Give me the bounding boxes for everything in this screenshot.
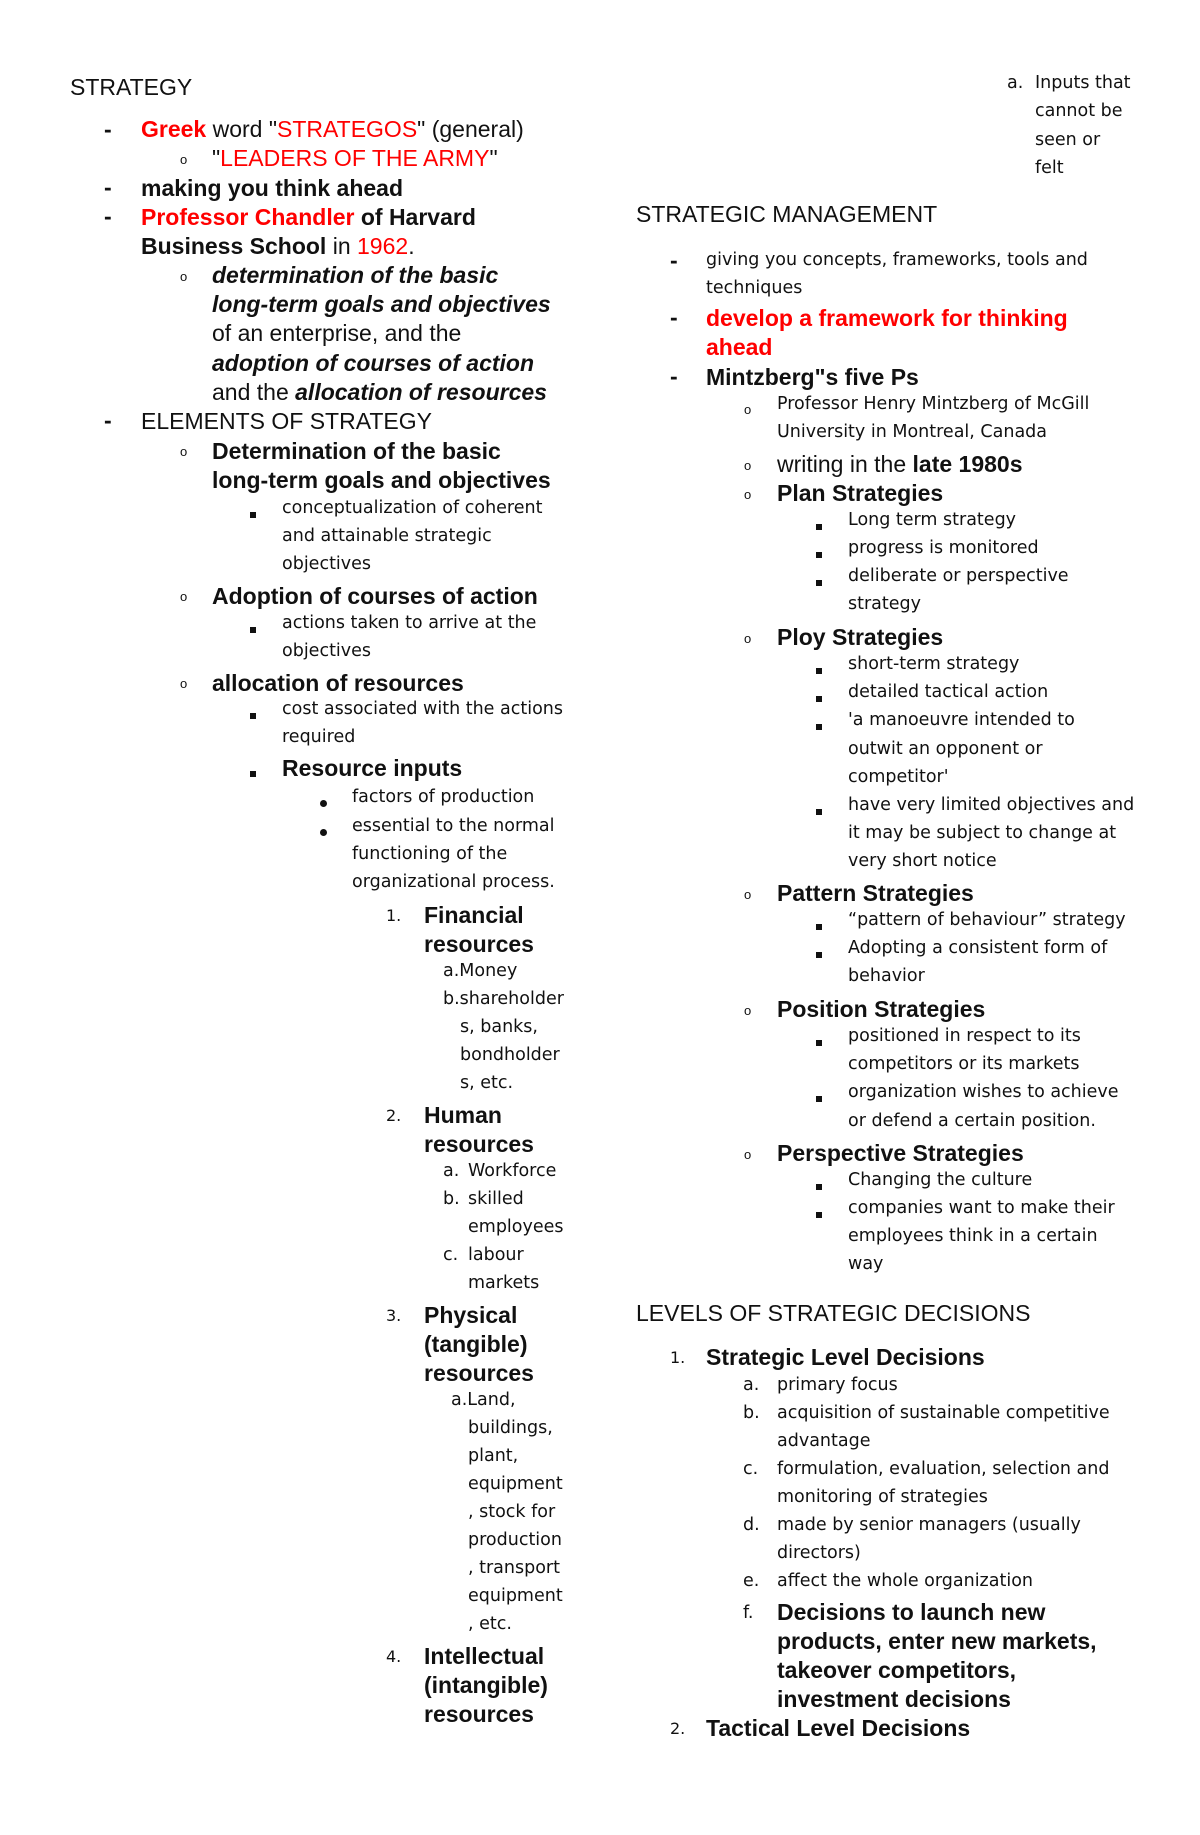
list-letter: a. (743, 1375, 760, 1395)
list-number: 4. (386, 1647, 402, 1666)
human-a: Workforce (468, 1161, 557, 1181)
heading-strategy: STRATEGY (70, 74, 193, 100)
dash-bullet: - (104, 174, 112, 200)
list-letter: a. (443, 1161, 460, 1181)
definition-line-3: of an enterprise, and the (212, 320, 462, 346)
circle-bullet: o (744, 458, 752, 473)
ploy-item-3c: competitor' (848, 767, 949, 787)
thinking-ahead: making you think ahead (141, 175, 403, 201)
dash-bullet: - (104, 203, 112, 229)
physical-a9: , etc. (468, 1614, 512, 1634)
intellectual-line-1: Intellectual (424, 1643, 545, 1669)
dash-bullet: - (670, 304, 678, 330)
concept-line-1: conceptualization of coherent (282, 498, 543, 518)
list-letter: a. (1007, 73, 1024, 93)
financial-b2: s, banks, (460, 1017, 538, 1037)
list-number: 1. (670, 1348, 686, 1367)
essential-line-2: functioning of the (352, 844, 508, 864)
heading-strategic-management: STRATEGIC MANAGEMENT (636, 201, 938, 227)
adoption-heading: Adoption of courses of action (212, 583, 538, 609)
concept-line-3: objectives (282, 554, 372, 574)
perspective-heading: Perspective Strategies (777, 1140, 1024, 1166)
pattern-item-2a: Adopting a consistent form of (848, 938, 1108, 958)
physical-line-2: (tangible) (424, 1331, 528, 1357)
strategic-f3: takeover competitors, (777, 1657, 1017, 1683)
square-bullet (816, 803, 822, 819)
human-b2: employees (468, 1217, 564, 1237)
physical-line-3: resources (424, 1360, 534, 1386)
circle-bullet: o (744, 402, 752, 417)
square-bullet (816, 918, 822, 934)
giving-line-2: techniques (706, 278, 803, 298)
intellectual-line-3: resources (424, 1701, 534, 1727)
chandler-school-line: Business School in 1962. (141, 233, 415, 259)
inputs-line-2: cannot be (1035, 101, 1123, 121)
physical-a1: a.Land, (451, 1390, 516, 1410)
actions-line-1: actions taken to arrive at the (282, 613, 537, 633)
human-line-1: Human (424, 1102, 502, 1128)
factors-line: factors of production (352, 787, 535, 807)
inputs-line-1: Inputs that (1035, 73, 1131, 93)
professor-line-2: University in Montreal, Canada (777, 422, 1047, 442)
list-letter: b. (443, 1189, 460, 1209)
list-number: 2. (670, 1719, 686, 1738)
square-bullet (250, 707, 256, 723)
square-bullet (816, 574, 822, 590)
ploy-item-2: detailed tactical action (848, 682, 1049, 702)
allocation-heading: allocation of resources (212, 670, 464, 696)
square-bullet (250, 621, 256, 637)
definition-line-4: adoption of courses of action (212, 350, 535, 376)
professor-line-1: Professor Henry Mintzberg of McGill (777, 394, 1090, 414)
square-bullet (816, 1090, 822, 1106)
inputs-line-3: seen or (1035, 130, 1101, 150)
circle-bullet: o (744, 887, 752, 902)
financial-line-1: Financial (424, 902, 524, 928)
square-bullet (816, 1206, 822, 1222)
ploy-heading: Ploy Strategies (777, 624, 944, 650)
writing-line: writing in the late 1980s (777, 451, 1023, 477)
physical-a2: buildings, (468, 1418, 553, 1438)
physical-a5: , stock for (468, 1502, 556, 1522)
essential-line-1: essential to the normal (352, 816, 555, 836)
position-item-2b: or defend a certain position. (848, 1111, 1096, 1131)
plan-item-3a: deliberate or perspective (848, 566, 1069, 586)
list-letter: e. (743, 1571, 760, 1591)
determination-line-1: Determination of the basic (212, 438, 501, 464)
list-letter: b. (743, 1403, 760, 1423)
cost-line-1: cost associated with the actions (282, 699, 563, 719)
develop-line-1: develop a framework for thinking (706, 305, 1068, 331)
physical-a4: equipment (468, 1474, 563, 1494)
tactical-level-heading: Tactical Level Decisions (706, 1715, 971, 1741)
square-bullet (816, 946, 822, 962)
list-number: 3. (386, 1306, 402, 1325)
perspective-item-1: Changing the culture (848, 1170, 1033, 1190)
financial-b4: s, etc. (460, 1073, 514, 1093)
square-bullet (816, 1178, 822, 1194)
dash-bullet: - (670, 363, 678, 389)
pattern-heading: Pattern Strategies (777, 880, 974, 906)
perspective-item-2a: companies want to make their (848, 1198, 1115, 1218)
circle-bullet: o (180, 269, 188, 284)
definition-line-5: and the allocation of resources (212, 379, 547, 405)
strategic-c2: monitoring of strategies (777, 1487, 988, 1507)
perspective-item-2b: employees think in a certain (848, 1226, 1098, 1246)
human-line-2: resources (424, 1131, 534, 1157)
list-number: 1. (386, 906, 402, 925)
strategic-level-heading: Strategic Level Decisions (706, 1344, 985, 1370)
strategic-b2: advantage (777, 1431, 871, 1451)
ploy-item-4b: it may be subject to change at (848, 823, 1117, 843)
ploy-item-3a: 'a manoeuvre intended to (848, 710, 1075, 730)
strategic-f1: Decisions to launch new (777, 1599, 1046, 1625)
determination-line-2: long-term goals and objectives (212, 467, 551, 493)
human-c2: markets (468, 1273, 540, 1293)
strategic-d2: directors) (777, 1543, 861, 1563)
human-c1: labour (468, 1245, 524, 1265)
plan-item-3b: strategy (848, 594, 921, 614)
position-heading: Position Strategies (777, 996, 986, 1022)
definition-line-2: long-term goals and objectives (212, 291, 551, 317)
giving-line-1: giving you concepts, frameworks, tools and (706, 250, 1088, 270)
financial-b1: b.shareholder (443, 989, 564, 1009)
ploy-item-4a: have very limited objectives and (848, 795, 1135, 815)
square-bullet (816, 1034, 822, 1050)
dash-bullet: - (670, 247, 678, 273)
strategic-e: affect the whole organization (777, 1571, 1033, 1591)
list-letter: f. (743, 1603, 754, 1623)
circle-bullet: o (744, 631, 752, 646)
ploy-item-3b: outwit an opponent or (848, 739, 1043, 759)
strategic-b1: acquisition of sustainable competitive (777, 1403, 1110, 1423)
actions-line-2: objectives (282, 641, 372, 661)
plan-item-1: Long term strategy (848, 510, 1017, 530)
plan-heading: Plan Strategies (777, 480, 944, 506)
square-bullet (816, 518, 822, 534)
ploy-item-4c: very short notice (848, 851, 997, 871)
elements-heading: ELEMENTS OF STRATEGY (141, 408, 432, 434)
ploy-item-1: short-term strategy (848, 654, 1020, 674)
leaders-line: "LEADERS OF THE ARMY" (212, 145, 498, 171)
resource-inputs-heading: Resource inputs (282, 755, 463, 781)
list-letter: d. (743, 1515, 760, 1535)
perspective-item-2c: way (848, 1254, 884, 1274)
dash-bullet: - (104, 407, 112, 433)
financial-b3: bondholder (460, 1045, 560, 1065)
square-bullet (250, 506, 256, 522)
plan-item-2: progress is monitored (848, 538, 1039, 558)
chandler-line: Professor Chandler of Harvard (141, 204, 476, 230)
circle-bullet: o (180, 152, 188, 167)
greek-word-line: Greek word "STRATEGOS" (general) (141, 116, 524, 142)
physical-a3: plant, (468, 1446, 519, 1466)
square-bullet (816, 546, 822, 562)
round-bullet (320, 795, 327, 811)
human-b1: skilled (468, 1189, 524, 1209)
concept-line-2: and attainable strategic (282, 526, 492, 546)
physical-a6: production (468, 1530, 562, 1550)
dash-bullet: - (104, 116, 112, 142)
circle-bullet: o (744, 1147, 752, 1162)
definition-line-1: determination of the basic (212, 262, 499, 288)
mintzberg-heading: Mintzberg"s five Ps (706, 364, 919, 390)
cost-line-2: required (282, 727, 356, 747)
position-item-2a: organization wishes to achieve (848, 1082, 1119, 1102)
circle-bullet: o (180, 444, 188, 459)
square-bullet (250, 765, 256, 781)
list-letter: c. (443, 1245, 459, 1265)
square-bullet (816, 690, 822, 706)
circle-bullet: o (180, 676, 188, 691)
circle-bullet: o (180, 589, 188, 604)
pattern-item-1: “pattern of behaviour” strategy (848, 910, 1126, 930)
financial-a: a.Money (443, 961, 518, 981)
essential-line-3: organizational process. (352, 872, 555, 892)
list-number: 2. (386, 1106, 402, 1125)
position-item-1a: positioned in respect to its (848, 1026, 1081, 1046)
heading-levels: LEVELS OF STRATEGIC DECISIONS (636, 1300, 1031, 1326)
financial-line-2: resources (424, 931, 534, 957)
square-bullet (816, 718, 822, 734)
pattern-item-2b: behavior (848, 966, 925, 986)
physical-line-1: Physical (424, 1302, 518, 1328)
position-item-1b: competitors or its markets (848, 1054, 1080, 1074)
circle-bullet: o (744, 487, 752, 502)
round-bullet (320, 824, 327, 840)
intellectual-line-2: (intangible) (424, 1672, 548, 1698)
inputs-line-4: felt (1035, 158, 1064, 178)
list-letter: c. (743, 1459, 759, 1479)
square-bullet (816, 662, 822, 678)
circle-bullet: o (744, 1003, 752, 1018)
strategic-a: primary focus (777, 1375, 898, 1395)
physical-a8: equipment (468, 1586, 563, 1606)
strategic-c1: formulation, evaluation, selection and (777, 1459, 1110, 1479)
strategic-f2: products, enter new markets, (777, 1628, 1097, 1654)
strategic-f4: investment decisions (777, 1686, 1011, 1712)
strategic-d1: made by senior managers (usually (777, 1515, 1081, 1535)
develop-line-2: ahead (706, 334, 773, 360)
physical-a7: , transport (468, 1558, 560, 1578)
